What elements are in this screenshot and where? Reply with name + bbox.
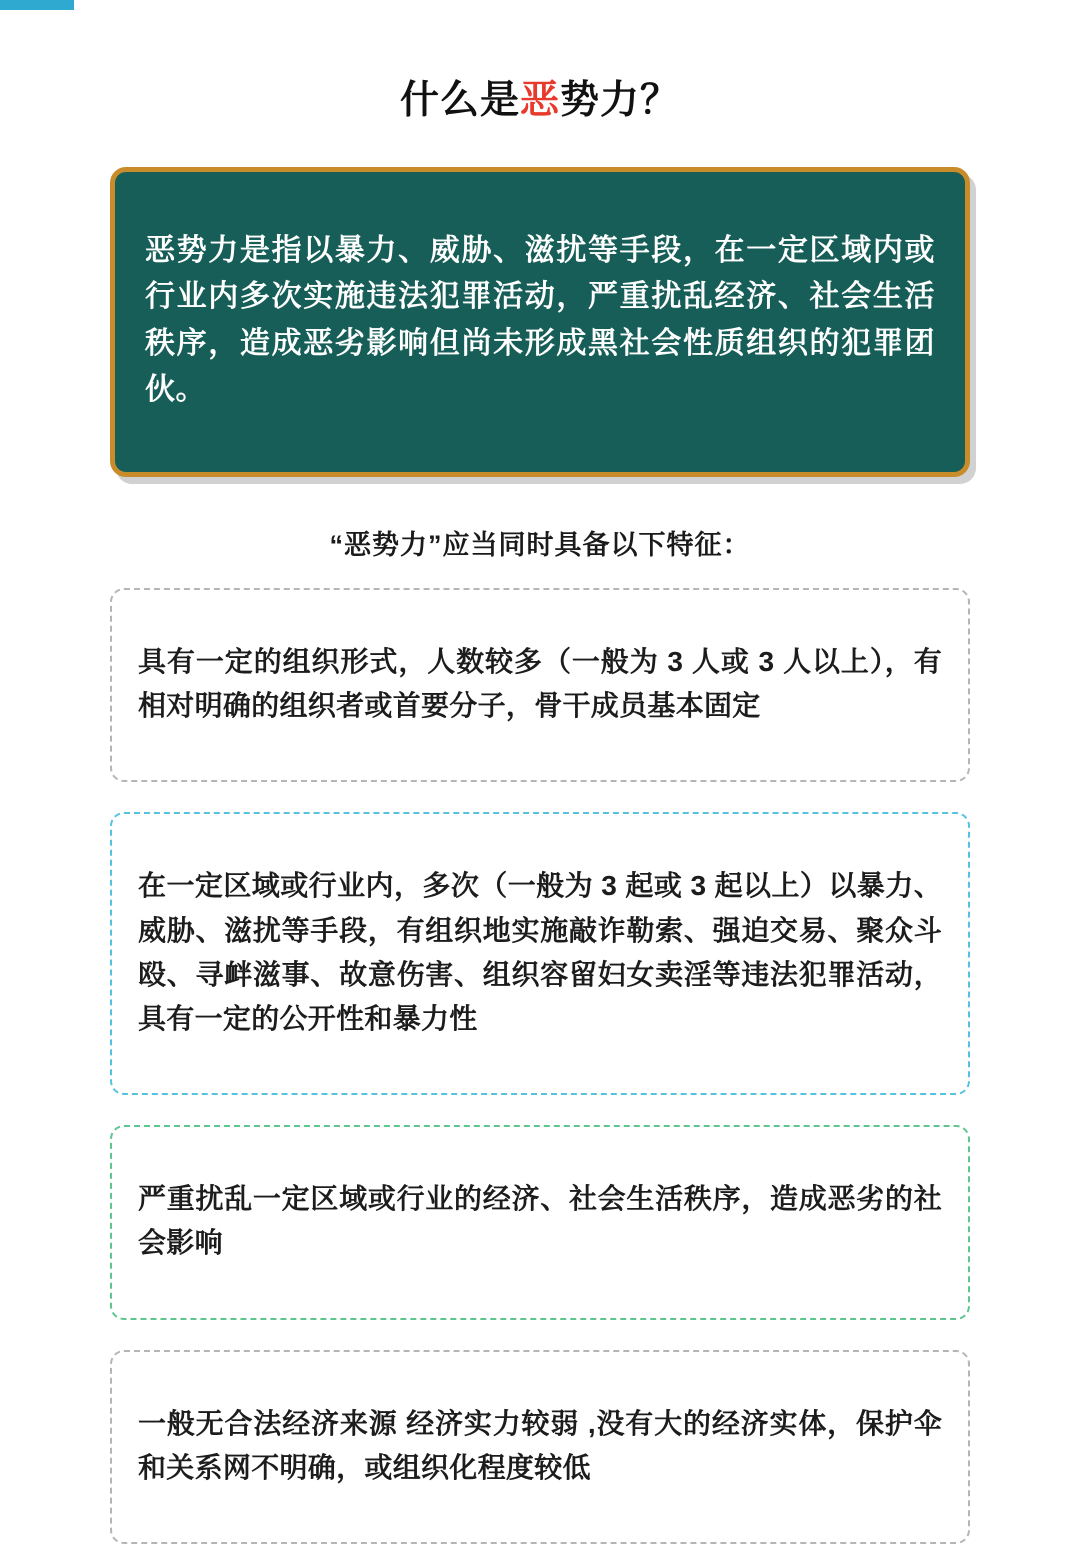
definition-text: 恶势力是指以暴力、威胁、滋扰等手段，在一定区域内或行业内多次实施违法犯罪活动，严重扰乱经济、社会生活秩序，造成恶劣影响但尚未形成黑社会性质组织的犯罪团伙。 <box>145 233 935 407</box>
page-title-before: 什么是 <box>399 79 520 122</box>
feature-card-3 <box>110 1125 970 1319</box>
feature-list <box>110 588 970 1544</box>
section-subtitle: “恶势力”应当同时具备以下特征： <box>329 529 751 560</box>
page-title <box>110 78 970 125</box>
feature-card-3-text: 严重扰乱一定区域或行业的经济、社会生活秩序，造成恶劣的社会影响 <box>138 1183 942 1259</box>
definition-box <box>110 167 970 477</box>
feature-card-1-text: 具有一定的组织形式，人数较多（一般为 3 人或 3 人以上），有相对明确的组织者或首要分子，骨干成员基本固定 <box>138 645 942 722</box>
page-title-highlight: 恶 <box>519 79 560 122</box>
page-title-after: 势力？ <box>560 79 681 122</box>
feature-card-2 <box>110 812 970 1095</box>
feature-card-2-text: 在一定区域或行业内，多次（一般为 3 起或 3 起以上）以暴力、威胁、滋扰等手段，有组织地实施敲诈勒索、强迫交易、聚众斗殴、寻衅滋事、故意伤害、组织容留妇女卖淫等违法犯罪活动，具有一定的公开性和暴力性 <box>138 870 942 1034</box>
feature-card-4-text: 一般无合法经济来源 经济实力较弱 ,没有大的经济实体，保护伞和关系网不明确，或组织化程度较低 <box>138 1407 942 1483</box>
feature-card-1 <box>110 588 970 782</box>
feature-card-4 <box>110 1350 970 1544</box>
